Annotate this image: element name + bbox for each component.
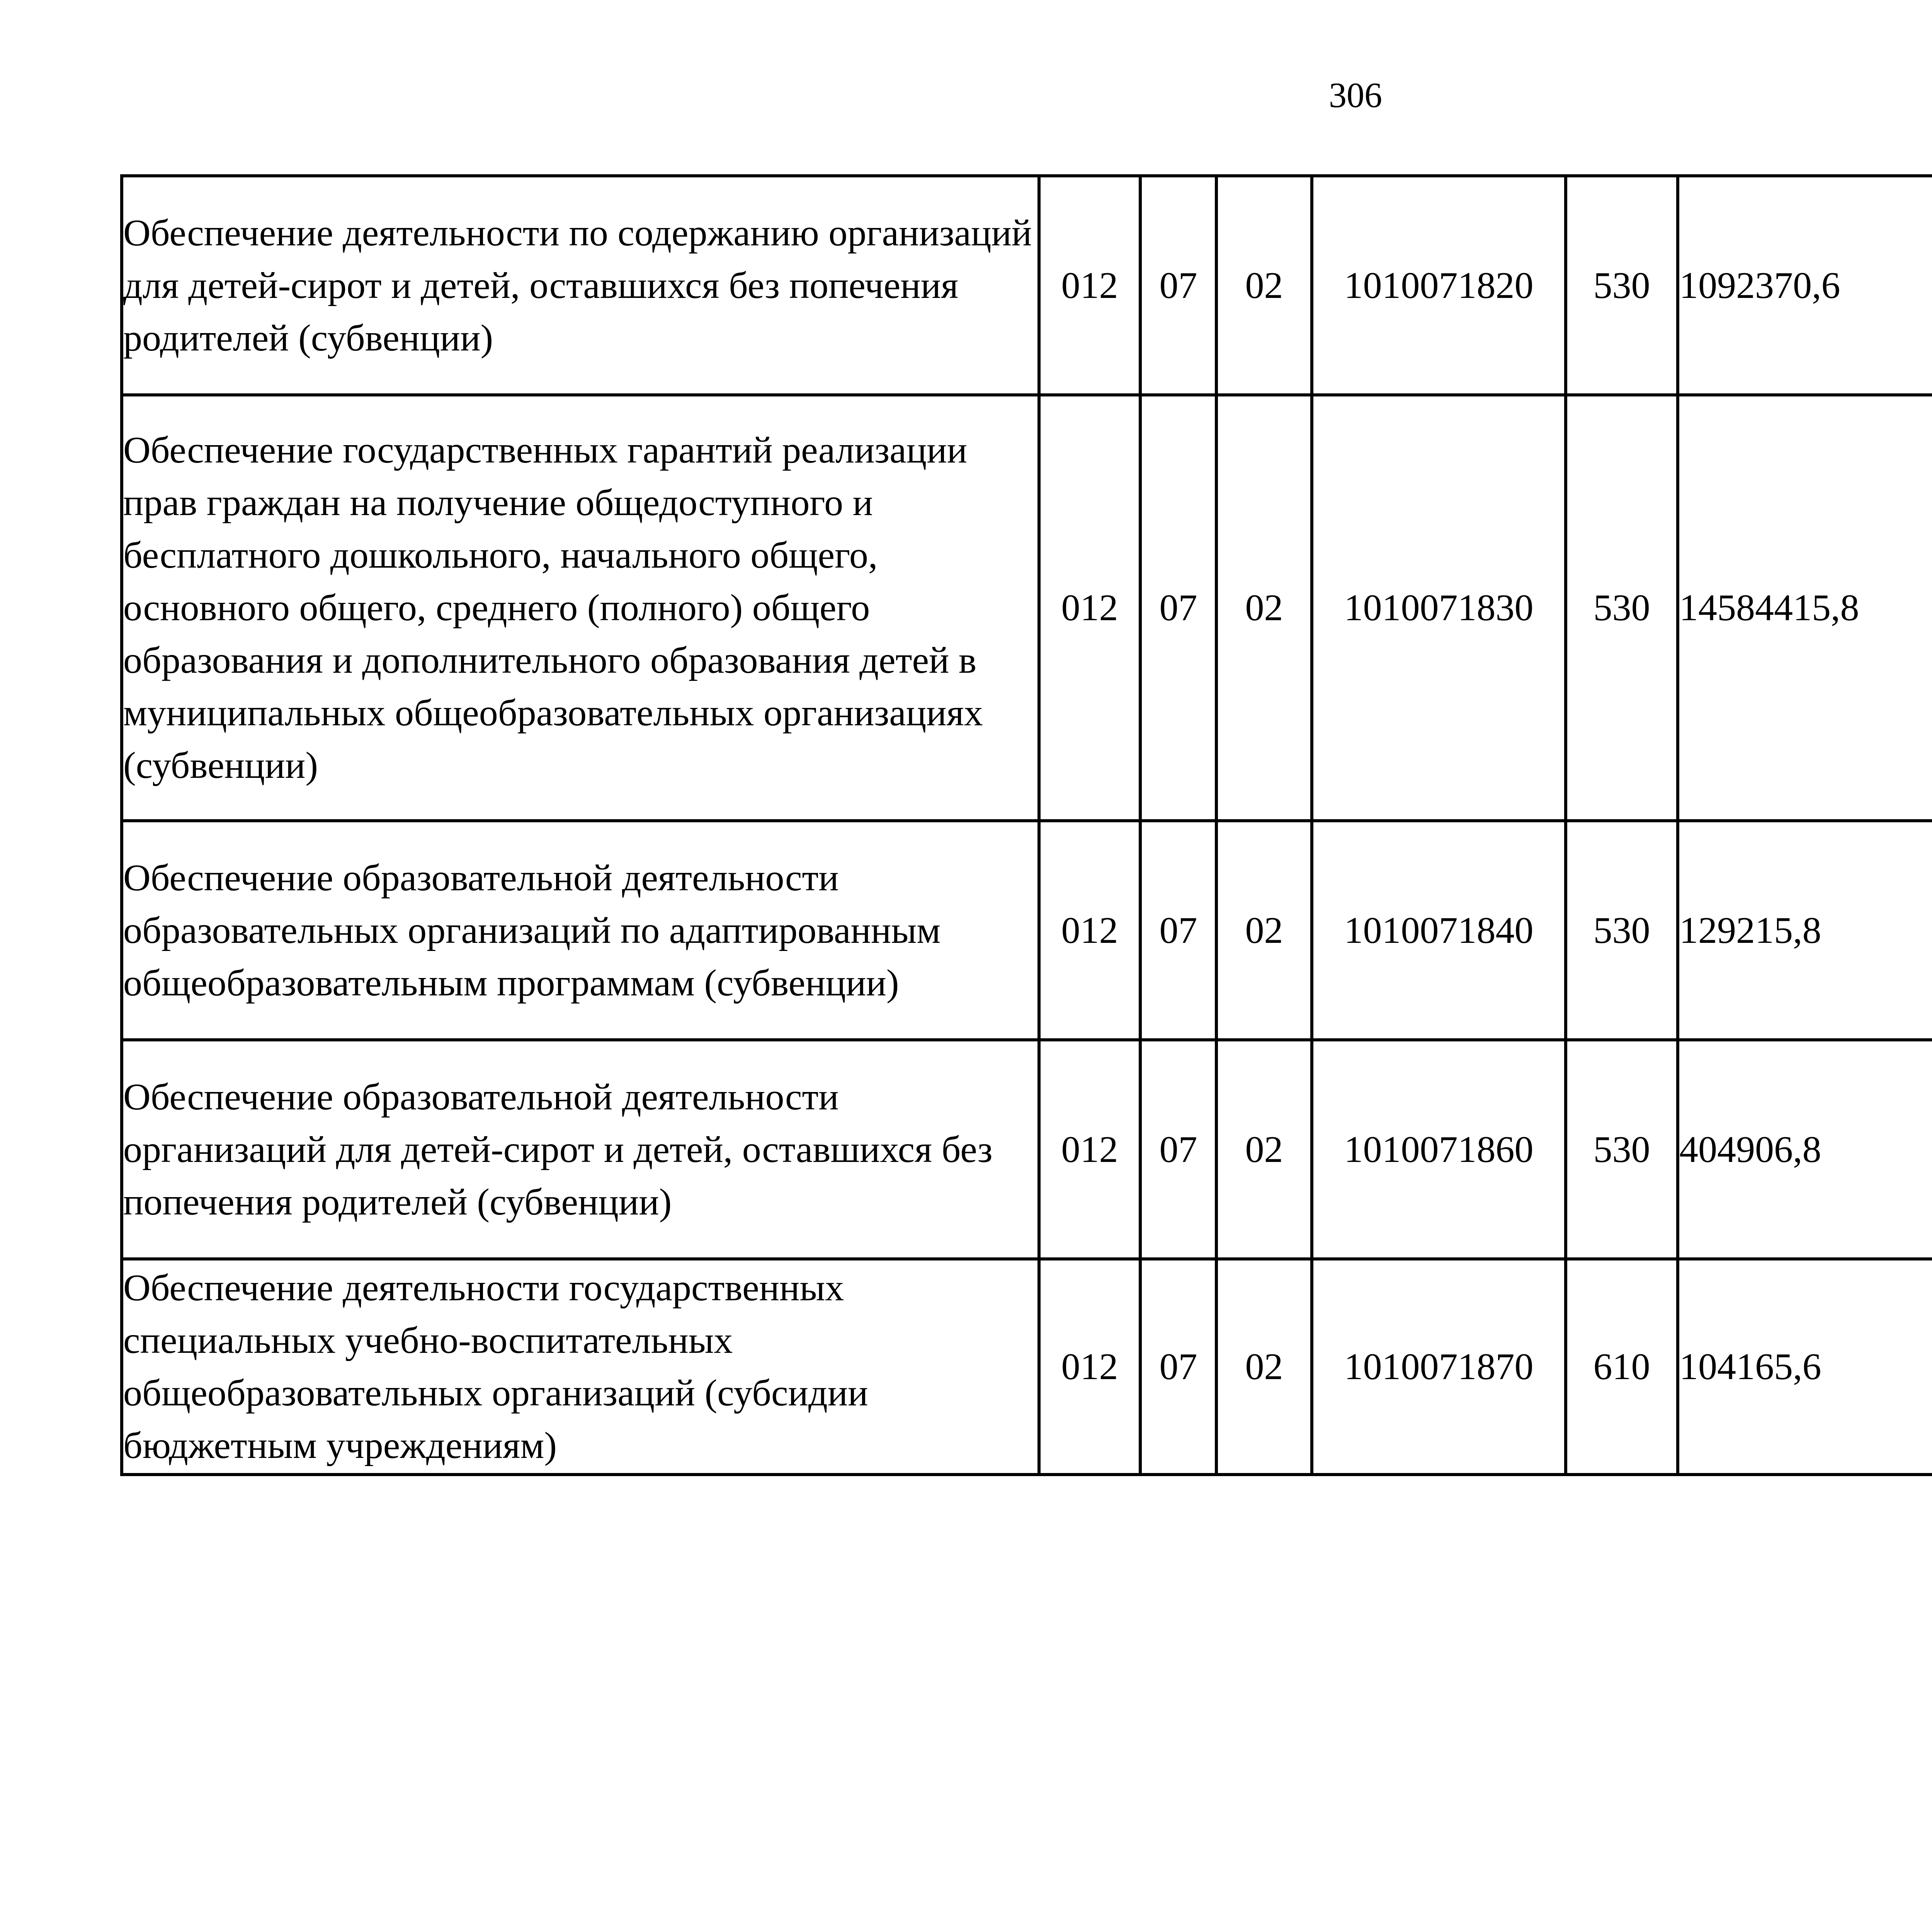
table-row: [122, 1259, 1932, 1475]
section-code: 07: [1140, 821, 1216, 1040]
expense-type-code: 610: [1566, 1259, 1678, 1475]
row-description: Обеспечение деятельности государственных специальных учебно-воспитательных общеобразовательных организаций (субсидии бюджетным учреждениям): [122, 1259, 1039, 1475]
budget-table: [120, 174, 1932, 1476]
target-article-code: 1010071870: [1312, 1259, 1566, 1475]
row-description: Обеспечение образовательной деятельности организаций для детей-сирот и детей, оставшихся без попечения родителей (субвенции): [122, 1040, 1039, 1259]
section-code: 07: [1140, 395, 1216, 821]
row-description: Обеспечение образовательной деятельности образовательных организаций по адаптированным общеобразовательным программам (субвенции): [122, 821, 1039, 1040]
table-row: [122, 821, 1932, 1040]
subsection-code: 02: [1216, 1040, 1312, 1259]
ministry-code: 012: [1039, 176, 1140, 395]
page-number: 306: [1329, 75, 1382, 115]
expense-type-code: 530: [1566, 176, 1678, 395]
amount-year-1: 104165,6: [1678, 1259, 1932, 1475]
section-code: 07: [1140, 1259, 1216, 1475]
expense-type-code: 530: [1566, 395, 1678, 821]
expense-type-code: 530: [1566, 821, 1678, 1040]
table-row: [122, 176, 1932, 395]
amount-year-1: 129215,8: [1678, 821, 1932, 1040]
row-description: Обеспечение деятельности по содержанию организаций для детей-сирот и детей, оставшихся без попечения родителей (субвенции): [122, 176, 1039, 395]
ministry-code: 012: [1039, 821, 1140, 1040]
amount-year-1: 1092370,6: [1678, 176, 1932, 395]
section-code: 07: [1140, 176, 1216, 395]
subsection-code: 02: [1216, 1259, 1312, 1475]
subsection-code: 02: [1216, 821, 1312, 1040]
target-article-code: 1010071820: [1312, 176, 1566, 395]
expense-type-code: 530: [1566, 1040, 1678, 1259]
ministry-code: 012: [1039, 395, 1140, 821]
amount-year-1: 404906,8: [1678, 1040, 1932, 1259]
row-description: Обеспечение государственных гарантий реализации прав граждан на получение общедоступного и бесплатного дошкольного, начального общего, основного общего, среднего (полного) общего образования и дополнительного образования детей в муниципальных общеобразовательных организациях (субвенции): [122, 395, 1039, 821]
table-row: [122, 395, 1932, 821]
target-article-code: 1010071830: [1312, 395, 1566, 821]
subsection-code: 02: [1216, 176, 1312, 395]
subsection-code: 02: [1216, 395, 1312, 821]
ministry-code: 012: [1039, 1040, 1140, 1259]
amount-year-1: 14584415,8: [1678, 395, 1932, 821]
target-article-code: 1010071840: [1312, 821, 1566, 1040]
section-code: 07: [1140, 1040, 1216, 1259]
target-article-code: 1010071860: [1312, 1040, 1566, 1259]
ministry-code: 012: [1039, 1259, 1140, 1475]
table-row: [122, 1040, 1932, 1259]
